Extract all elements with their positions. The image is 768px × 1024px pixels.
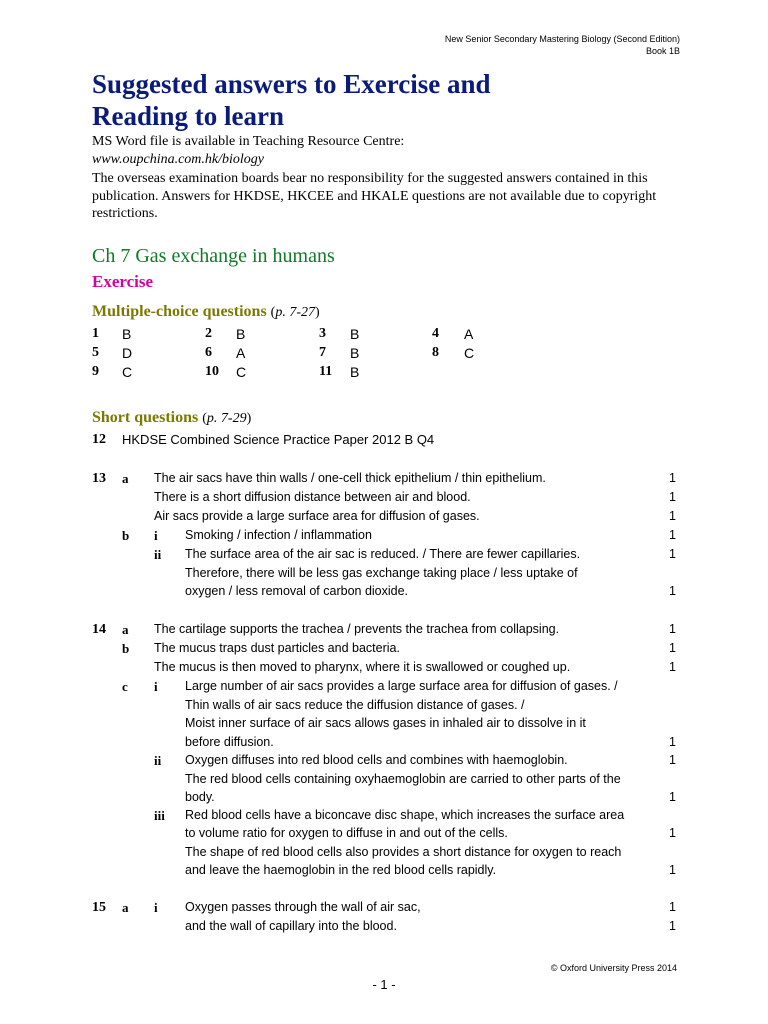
mc-number: 1: [92, 326, 99, 341]
word-file-note: MS Word file is available in Teaching Resource Centre:: [92, 134, 405, 149]
copyright-notice: © Oxford University Press 2014: [550, 963, 677, 973]
mc-number: 10: [205, 364, 219, 379]
question-text: HKDSE Combined Science Practice Paper 2012 B Q4: [122, 432, 435, 447]
answer-line: body.: [185, 790, 215, 804]
exercise-heading: Exercise: [92, 272, 154, 291]
mc-answer: A: [464, 326, 474, 342]
answer-line: Smoking / infection / inflammation: [185, 528, 372, 542]
mc-answer: B: [350, 326, 360, 342]
answer-line: Thin walls of air sacs reduce the diffusion distance of gases. /: [185, 698, 525, 712]
resource-url: www.oupchina.com.hk/biology: [92, 152, 264, 167]
mark: 1: [669, 790, 676, 804]
answer-line: and the wall of capillary into the blood.: [185, 919, 397, 933]
subpart-numeral: ii: [154, 753, 162, 768]
mc-answer: B: [236, 326, 246, 342]
mc-number: 8: [432, 345, 439, 360]
answer-line: to volume ratio for oxygen to diffuse in and out of the cells.: [185, 826, 508, 840]
question-number: 15: [92, 900, 106, 915]
mc-page-open: (: [270, 305, 276, 320]
mc-page-close: ): [315, 305, 320, 320]
mc-answer: D: [122, 345, 133, 361]
answer-line: The surface area of the air sac is reduced. / There are fewer capillaries.: [185, 547, 581, 561]
mc-heading-text: Multiple-choice questions: [92, 303, 267, 320]
mc-answer: B: [350, 345, 360, 361]
answer-line: The mucus traps dust particles and bacteria.: [154, 641, 400, 655]
question-number: 13: [92, 471, 106, 486]
mark: 1: [669, 863, 676, 877]
answer-line: Therefore, there will be less gas exchange taking place / less uptake of: [185, 566, 578, 580]
subpart-numeral: i: [154, 900, 158, 915]
mark: 1: [669, 471, 676, 485]
mc-number: 2: [205, 326, 212, 341]
sq-section-heading: [92, 409, 251, 427]
mark: 1: [669, 660, 676, 674]
mark: 1: [669, 900, 676, 914]
mark: 1: [669, 490, 676, 504]
disclaimer-text: The overseas examination boards bear no responsibility for the suggested answers contained in this publication. Answers for HKDSE, HKCEE and HKALE questions are not available due to copyright restrictions.: [92, 171, 657, 221]
mc-answer: C: [236, 364, 247, 380]
question-number: 14: [92, 622, 106, 637]
answer-line: The red blood cells containing oxyhaemoglobin are carried to other parts of the: [185, 772, 621, 786]
mc-answer: B: [122, 326, 132, 342]
part-letter: c: [122, 679, 128, 694]
sq-page-ref: p. 7-29: [206, 411, 247, 426]
page-number: - 1 -: [372, 977, 396, 992]
part-letter: a: [122, 622, 129, 637]
mark: 1: [669, 753, 676, 767]
answer-line: The cartilage supports the trachea / prevents the trachea from collapsing.: [154, 622, 560, 636]
part-letter: b: [122, 528, 130, 543]
mc-number: 7: [319, 345, 326, 360]
subpart-numeral: ii: [154, 547, 162, 562]
sq-page-open: (: [202, 411, 207, 426]
mc-number: 4: [432, 326, 439, 341]
answer-line: The mucus is then moved to pharynx, where it is swallowed or coughed up.: [154, 660, 571, 674]
answer-line: Large number of air sacs provides a large surface area for diffusion of gases. /: [185, 679, 618, 693]
part-letter: a: [122, 900, 129, 915]
mark: 1: [669, 735, 676, 749]
sq-page-close: ): [246, 411, 252, 426]
mc-section-heading: [92, 303, 320, 321]
mc-number: 11: [319, 364, 333, 379]
mark: 1: [669, 509, 676, 523]
chapter-heading: Ch 7 Gas exchange in humans: [92, 245, 335, 267]
answer-line: The shape of red blood cells also provides a short distance for oxygen to reach: [185, 845, 622, 859]
mc-answer: C: [122, 364, 133, 380]
mark: 1: [669, 826, 676, 840]
mc-page-ref: p. 7-27: [275, 305, 316, 320]
answer-line: Oxygen passes through the wall of air sac,: [185, 900, 421, 914]
answer-line: and leave the haemoglobin in the red blood cells rapidly.: [185, 863, 497, 877]
document-title-line-1: Suggested answers to Exercise and: [92, 69, 491, 99]
mc-answer: A: [236, 345, 246, 361]
mc-answer: C: [464, 345, 475, 361]
mc-number: 5: [92, 345, 99, 360]
answer-line: oxygen / less removal of carbon dioxide.: [185, 584, 409, 598]
part-letter: b: [122, 641, 130, 656]
mc-number: 3: [319, 326, 326, 341]
answer-line: Moist inner surface of air sacs allows gases in inhaled air to dissolve in it: [185, 716, 586, 730]
subpart-numeral: i: [154, 679, 158, 694]
subpart-numeral: i: [154, 528, 158, 543]
running-header-book: Book 1B: [645, 46, 680, 56]
mark: 1: [669, 622, 676, 636]
answer-line: There is a short diffusion distance between air and blood.: [154, 490, 471, 504]
mark: 1: [669, 584, 676, 598]
mc-answer: B: [350, 364, 360, 380]
answer-line: Oxygen diffuses into red blood cells and combines with haemoglobin.: [185, 753, 568, 767]
part-letter: a: [122, 471, 129, 486]
mark: 1: [669, 528, 676, 542]
sq-heading-text: Short questions: [92, 409, 199, 426]
running-header-title: New Senior Secondary Mastering Biology (Second Edition): [444, 34, 680, 44]
document-title-line-2: Reading to learn: [92, 101, 284, 131]
answer-line: The air sacs have thin walls / one-cell thick epithelium / thin epithelium.: [154, 471, 546, 485]
question-number: 12: [92, 432, 106, 447]
mark: 1: [669, 919, 676, 933]
subpart-numeral: iii: [154, 808, 165, 823]
answer-line: Air sacs provide a large surface area for diffusion of gases.: [154, 509, 480, 523]
mark: 1: [669, 547, 676, 561]
mc-number: 6: [205, 345, 212, 360]
mc-number: 9: [92, 364, 99, 379]
mark: 1: [669, 641, 676, 655]
answer-line: before diffusion.: [185, 735, 274, 749]
answer-line: Red blood cells have a biconcave disc shape, which increases the surface area: [185, 808, 625, 822]
